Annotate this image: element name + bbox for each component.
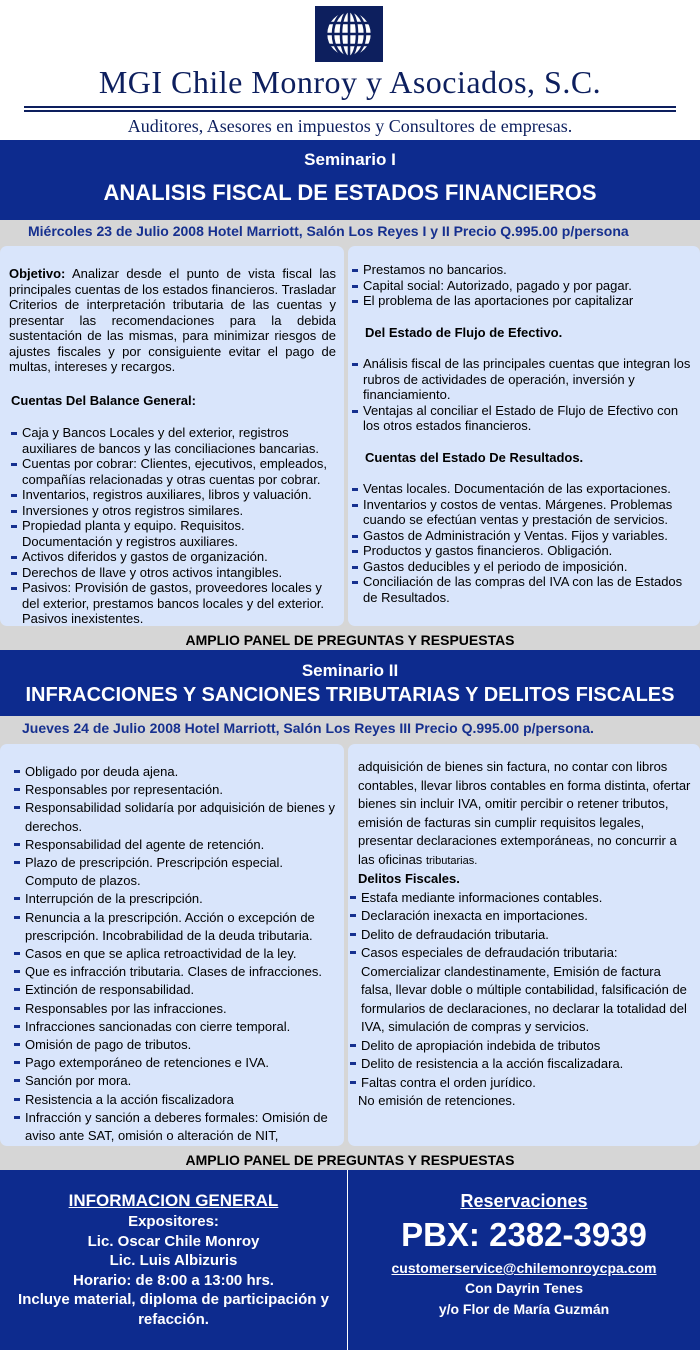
- list-item: Inventarios, registros auxiliares, libros y valuación.: [9, 487, 336, 503]
- list-item: Conciliación de las compras del IVA con las de Estados de Resultados.: [350, 574, 692, 605]
- balance-list: [9, 425, 336, 627]
- list-item: Análisis fiscal de las principales cuentas que integran los rubros de actividades de operación, inversión y financiamiento.: [350, 356, 692, 403]
- divider: [24, 110, 676, 112]
- company-tagline: Auditores, Asesores en impuestos y Consultores de empresas.: [127, 116, 573, 136]
- list-item: Cuentas por cobrar: Clientes, ejecutivos, empleados, compañías relacionadas y otras cuentas por cobrar.: [9, 456, 336, 487]
- seminar2-qa-banner: AMPLIO PANEL DE PREGUNTAS Y RESPUESTAS: [0, 1150, 700, 1170]
- resultados-heading: Cuentas del Estado De Resultados.: [365, 449, 584, 465]
- list-item: Casos especiales de defraudación tributaria: Comercializar clandestinamente, Emisión de factura falsa, llevar doble o múltiple contabilidad, falsificación de formularios de declaraciones, no declarar la totalidad del IVA, simulación de compras y servicios.: [348, 944, 692, 1037]
- list-item: Renuncia a la prescripción. Acción o excepción de prescripción. Incobrabilidad de la deuda tributaria.: [12, 909, 338, 945]
- reservaciones-title: Reservaciones: [460, 1191, 588, 1211]
- list-item: Pago extemporáneo de retenciones e IVA.: [12, 1054, 338, 1072]
- seminar1-right-panel: [348, 246, 700, 626]
- seminar2-label: Seminario II: [301, 661, 399, 680]
- seminar2-right-panel: [348, 744, 700, 1146]
- list-item: Interrupción de la prescripción.: [12, 890, 338, 908]
- list-item: Obligado por deuda ajena.: [12, 763, 338, 781]
- list-item: Extinción de responsabilidad.: [12, 981, 338, 999]
- delitos-heading: Delitos Fiscales.: [358, 871, 460, 886]
- incluye: Incluye material, diploma de participación y refacción.: [18, 1291, 329, 1328]
- contact-2: y/o Flor de María Guzmán: [438, 1301, 610, 1317]
- list-item: Derechos de llave y otros activos intangibles.: [9, 565, 336, 581]
- list-item: Capital social: Autorizado, pagado y por pagar.: [350, 278, 692, 294]
- expositores-label: Expositores:: [128, 1213, 219, 1230]
- resultados-list: [350, 481, 692, 605]
- seminar1-dateline: Miércoles 23 de Julio 2008 Hotel Marriott, Salón Los Reyes I y II Precio Q.995.00 p/persona: [0, 220, 700, 242]
- objetivo: Objetivo: Analizar desde el punto de vista fiscal las principales cuentas de los estados financieros. Trasladar Criterios de interpretación tributaria de las cuentas y presentar las recomendaciones para la debida sustentación de las mismas, para minimizar riesgos de ajustes fiscales y por consiguiente evitar el pago de multas, intereses y recargos.: [9, 266, 336, 374]
- globe-logo-icon: [315, 6, 383, 62]
- reservations: [348, 1190, 700, 1320]
- capital-list: [350, 262, 692, 309]
- list-item: Infracciones sancionadas con cierre temporal.: [12, 1018, 338, 1036]
- list-item: Delito de resistencia a la acción fiscalizadara.: [348, 1055, 692, 1074]
- list-item: Casos en que se aplica retroactividad de la ley.: [12, 945, 338, 963]
- seminar1-title-band: [0, 140, 700, 220]
- expositor-2: Lic. Luis Albizuris: [109, 1252, 238, 1269]
- list-item: Responsabilidad del agente de retención.: [12, 836, 338, 854]
- contact-1: Con Dayrin Tenes: [465, 1280, 583, 1296]
- list-item: Inventarios y costos de ventas. Márgenes. Problemas cuando se efectúan ventas y prestación de servicios.: [350, 497, 692, 528]
- list-item: Ventajas al conciliar el Estado de Flujo de Efectivo con los otros estados financieros.: [350, 403, 692, 434]
- info-title: INFORMACION GENERAL: [68, 1191, 279, 1210]
- letterhead: [0, 0, 700, 140]
- email-link[interactable]: customerservice@chilemonroycpa.com: [391, 1260, 657, 1276]
- seminar1-qa-banner: AMPLIO PANEL DE PREGUNTAS Y RESPUESTAS: [0, 630, 700, 650]
- list-item: Prestamos no bancarios.: [350, 262, 692, 278]
- flujo-heading: Del Estado de Flujo de Efectivo.: [365, 324, 563, 340]
- pbx-phone[interactable]: PBX: 2382-3939: [401, 1216, 647, 1253]
- general-info: [0, 1190, 347, 1329]
- seminar2-content: [0, 740, 700, 1150]
- list-item: Pasivos: Provisión de gastos, proveedores locales y del exterior, prestamos bancos locales y del exterior. Pasivos inexistentes.: [9, 580, 336, 627]
- delitos-list: [348, 889, 692, 1093]
- list-item: Inversiones y otros registros similares.: [9, 503, 336, 519]
- seminar2-left-panel: [0, 744, 344, 1146]
- horario: Horario: de 8:00 a 13:00 hrs.: [73, 1271, 274, 1289]
- list-item: Delito de defraudación tributaria.: [348, 926, 692, 945]
- list-item: Caja y Bancos Locales y del exterior, registros auxiliares de bancos y las conciliaciones bancarias.: [9, 425, 336, 456]
- footer: [0, 1170, 700, 1350]
- flujo-list: [350, 356, 692, 434]
- list-item: Declaración inexacta en importaciones.: [348, 907, 692, 926]
- seminar2-title-band: [0, 650, 700, 716]
- seminar1-content: [0, 242, 700, 630]
- list-item: Activos diferidos y gastos de organización.: [9, 549, 336, 565]
- seminar1-left-panel: [0, 246, 344, 626]
- no-emision-line: No emisión de retenciones.: [358, 1093, 516, 1108]
- list-item: Resistencia a la acción fiscalizadora: [12, 1091, 338, 1109]
- infraccion-continuation: adquisición de bienes sin factura, no contar con libros contables, llevar libros contables en forma distinta, ofertar bienes sin incluir IVA, omitir percibir o retener tributos, emisión de facturas sin cumplir requisitos legales, presentar declaraciones extemporáneas, no concurrir a las oficinas tributarias.: [358, 759, 691, 867]
- list-item: Gastos deducibles y el periodo de imposición.: [350, 559, 692, 575]
- list-item: Plazo de prescripción. Prescripción especial. Computo de plazos.: [12, 854, 338, 890]
- list-item: Infracción y sanción a deberes formales: Omisión de aviso ante SAT, omisión o alteración de NIT,: [12, 1109, 338, 1145]
- list-item: El problema de las aportaciones por capitalizar: [350, 293, 692, 309]
- balance-heading: Cuentas Del Balance General:: [11, 392, 196, 408]
- divider: [24, 106, 676, 108]
- list-item: Estafa mediante informaciones contables.: [348, 889, 692, 908]
- seminar1-label: Seminario I: [304, 150, 396, 169]
- list-item: Sanción por mora.: [12, 1072, 338, 1090]
- list-item: Faltas contra el orden jurídico.: [348, 1074, 692, 1093]
- seminar2-dateline: Jueves 24 de Julio 2008 Hotel Marriott, Salón Los Reyes III Precio Q.995.00 p/persona.: [0, 716, 700, 740]
- list-item: Omisión de pago de tributos.: [12, 1036, 338, 1054]
- company-name: MGI Chile Monroy y Asociados, S.C.: [98, 64, 602, 100]
- seminar1-title: ANALISIS FISCAL DE ESTADOS FINANCIEROS: [103, 180, 597, 205]
- list-item: Propiedad planta y equipo. Requisitos. Documentación y registros auxiliares.: [9, 518, 336, 549]
- infracciones-list: [12, 763, 338, 1145]
- list-item: Productos y gastos financieros. Obligación.: [350, 543, 692, 559]
- list-item: Gastos de Administración y Ventas. Fijos y variables.: [350, 528, 692, 544]
- list-item: Responsables por las infracciones.: [12, 1000, 338, 1018]
- list-item: Responsabilidad solidaría por adquisición de bienes y derechos.: [12, 799, 338, 835]
- list-item: Responsables por representación.: [12, 781, 338, 799]
- expositor-1: Lic. Oscar Chile Monroy: [87, 1232, 260, 1250]
- seminar2-title: INFRACCIONES Y SANCIONES TRIBUTARIAS Y DELITOS FISCALES: [25, 684, 675, 706]
- list-item: Ventas locales. Documentación de las exportaciones.: [350, 481, 692, 497]
- list-item: Delito de apropiación indebida de tributos: [348, 1037, 692, 1056]
- list-item: Que es infracción tributaria. Clases de infracciones.: [12, 963, 338, 981]
